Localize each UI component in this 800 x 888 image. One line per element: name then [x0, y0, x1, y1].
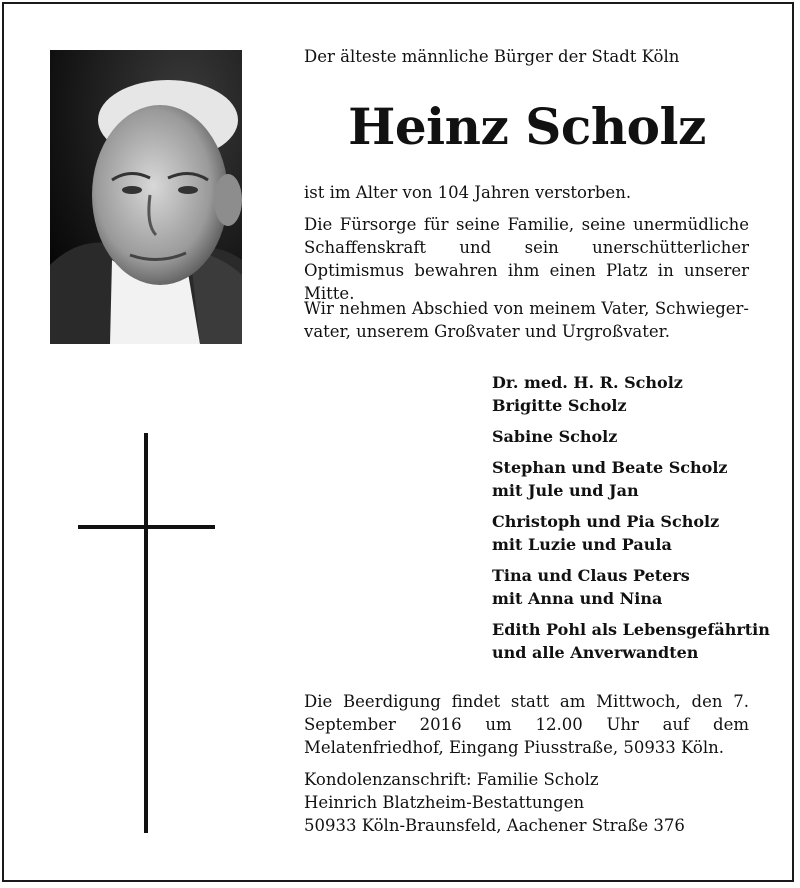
- mourner-line: Brigitte Scholz: [492, 396, 627, 415]
- deceased-name: Heinz Scholz: [348, 97, 706, 156]
- mourner-line: Stephan und Beate Scholz: [492, 458, 728, 477]
- condolence-line: Kondolenzanschrift: Familie Scholz: [304, 770, 599, 789]
- mourner-group: [492, 425, 792, 448]
- cross-vertical-bar: [144, 433, 148, 833]
- mourner-line: Christoph und Pia Scholz: [492, 512, 720, 531]
- mourner-line: und alle Anverwandten: [492, 643, 699, 662]
- farewell-paragraph: Wir nehmen Abschied von meinem Vater, Schwieger-vater, unserem Großvater und Urgroßvater.: [304, 299, 749, 341]
- mourner-group: [492, 510, 792, 556]
- mourner-line: mit Jule und Jan: [492, 481, 639, 500]
- portrait-photo: [50, 50, 242, 344]
- mourner-line: Tina und Claus Peters: [492, 566, 690, 585]
- condolence-line: 50933 Köln-Braunsfeld, Aachener Straße 376: [304, 816, 685, 835]
- mourner-group: [492, 618, 792, 664]
- mourner-group: [492, 564, 792, 610]
- cross-horizontal-bar: [78, 525, 215, 529]
- mourner-line: mit Luzie und Paula: [492, 535, 672, 554]
- mourners-list: [492, 371, 792, 672]
- subtitle: Der älteste männliche Bürger der Stadt Köln: [304, 47, 680, 66]
- mourner-line: Dr. med. H. R. Scholz: [492, 373, 683, 392]
- mourner-group: [492, 371, 792, 417]
- mourner-line: mit Anna und Nina: [492, 589, 663, 608]
- mourner-group: [492, 456, 792, 502]
- mourner-line: Edith Pohl als Lebensgefährtin: [492, 620, 770, 639]
- funeral-paragraph: Die Beerdigung findet statt am Mittwoch, den 7. September 2016 um 12.00 Uhr auf dem Melatenfriedhof, Eingang Piusstraße, 50933 Köln.: [304, 692, 749, 757]
- portrait-illustration: [50, 50, 242, 344]
- mourner-line: Sabine Scholz: [492, 427, 618, 446]
- condolence-line: Heinrich Blatzheim-Bestattungen: [304, 793, 585, 812]
- condolence-address: [304, 768, 749, 837]
- age-line: ist im Alter von 104 Jahren verstorben.: [304, 183, 632, 202]
- tribute-paragraph: Die Fürsorge für seine Familie, seine unermüdliche Schaffenskraft und sein unerschütterlicher Optimismus bewahren ihm einen Platz in unserer Mitte.: [304, 215, 749, 303]
